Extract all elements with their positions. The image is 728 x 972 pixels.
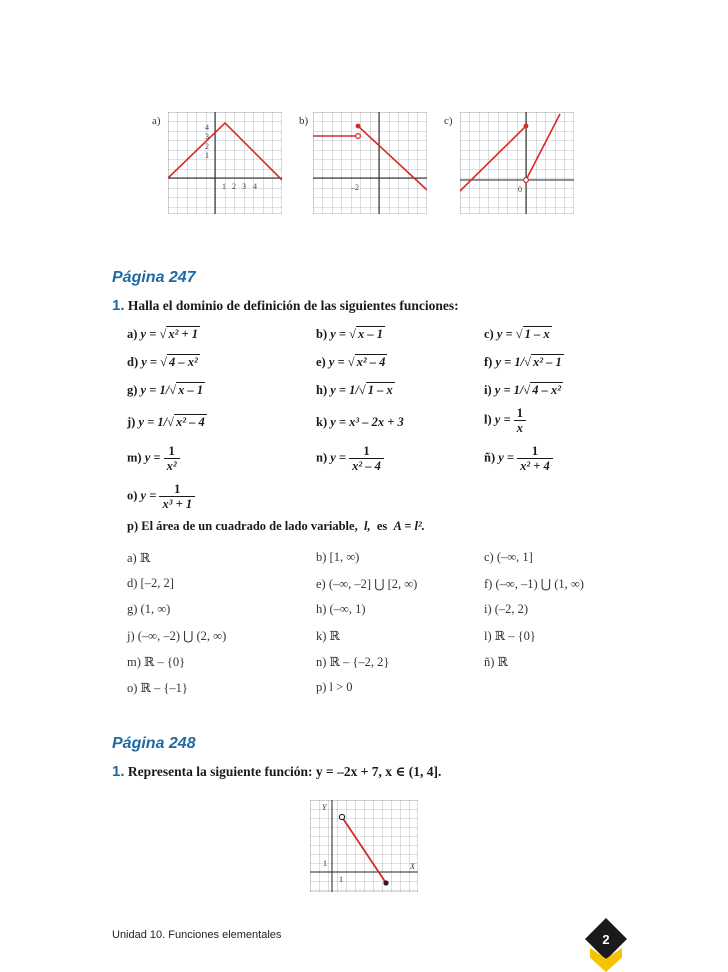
exercise-248-statement (112, 763, 441, 780)
item-g: g) y = 1/√ x – 1 (127, 383, 204, 397)
item-ñ: ñ) y = $\frac{1}{\text{x² + 4}}$ (484, 444, 553, 473)
graph-a (168, 112, 282, 214)
answer-j: j) (–∞, –2) ⋃ (2, ∞) (127, 629, 227, 643)
item-p: p) El área de un cuadrado de lado variable, l, es A = l². (127, 519, 425, 533)
item-a: a) y = √ x² + 1 (127, 327, 198, 341)
answer-m: m) ℝ – {0} (127, 655, 186, 669)
graph-248-x-axis: X (410, 862, 415, 871)
graph-a-xtick-2: 2 (232, 182, 236, 191)
item-i: i) y = 1/√ 4 – x² (484, 383, 562, 397)
exercise-number: 1. (112, 297, 125, 314)
graph-a-xtick-4: 4 (253, 182, 257, 191)
graph-248-xtick: 1 (339, 875, 343, 884)
graph-248 (310, 800, 418, 892)
item-n: n) y = $\frac{1}{\text{x² – 4}}$ (316, 444, 384, 473)
graph-a-xtick-1: 1 (222, 182, 226, 191)
answer-k: k) ℝ (316, 629, 340, 643)
graph-c-label: c) (444, 115, 453, 127)
graph-248-open-point (339, 814, 344, 819)
exercise-number: 1. (112, 763, 125, 780)
graph-a-ytick-3: 3 (205, 132, 209, 141)
item-c: c) y = √ 1 – x (484, 327, 550, 341)
answer-n: n) ℝ – {–2, 2} (316, 655, 390, 669)
graph-a-ytick-2: 2 (205, 142, 209, 151)
exercise-247-statement (112, 297, 459, 314)
section-title-247: Página 247 (112, 269, 196, 286)
answer-d: d) [–2, 2] (127, 576, 174, 590)
graph-c (460, 112, 574, 214)
graph-248-closed-point (383, 880, 388, 885)
item-f: f) y = 1/√ x² – 1 (484, 355, 562, 369)
item-j: j) y = 1/√ x² – 4 (127, 415, 205, 429)
graph-b (313, 112, 427, 214)
graph-b-label: b) (299, 115, 309, 127)
answer-h: h) (–∞, 1) (316, 602, 366, 616)
answer-i: i) (–2, 2) (484, 602, 529, 616)
item-h: h) y = 1/√ 1 – x (316, 383, 393, 397)
item-e: e) y = √ x² – 4 (316, 355, 386, 369)
graph-b-xtick: –2 (351, 183, 359, 192)
item-o: o) y = $\frac{1}{\text{x³ + 1}}$ (127, 482, 195, 511)
answer-l: l) ℝ – {0} (484, 629, 536, 643)
section-title-248: Página 248 (112, 735, 196, 752)
graph-a-ytick-4: 4 (205, 123, 209, 132)
graph-a-ytick-1: 1 (205, 151, 209, 160)
answer-ñ: ñ) ℝ (484, 655, 508, 669)
answer-a: a) ℝ (127, 551, 151, 565)
item-l: l) y = $\frac{1}{x}$ (484, 406, 526, 435)
graph-a-xtick-3: 3 (242, 182, 246, 191)
answer-f: f) (–∞, –1) ⋃ (1, ∞) (484, 577, 584, 591)
answer-c: c) (–∞, 1] (484, 550, 533, 564)
item-b: b) y = √ x – 1 (316, 327, 384, 341)
answer-p: p) l > 0 (316, 680, 353, 694)
answer-o: o) ℝ – {–1} (127, 681, 188, 695)
graph-248-ytick: 1 (323, 859, 327, 868)
item-k: k) y = x³ – 2x + 3 (316, 415, 404, 429)
item-d: d) y = √ 4 – x² (127, 355, 198, 369)
graph-248-y-axis: Y (322, 803, 327, 812)
graph-c-origin: 0 (518, 185, 522, 194)
footer-unit: Unidad 10. Funciones elementales (112, 929, 282, 941)
answer-e: e) (–∞, –2] ⋃ [2, ∞) (316, 577, 418, 591)
answer-b: b) [1, ∞) (316, 550, 360, 564)
answer-g: g) (1, ∞) (127, 602, 171, 616)
graph-a-label: a) (152, 115, 161, 127)
exercise-text: Halla el dominio de definición de las siguientes funciones: (127, 298, 459, 313)
item-m: m) y = $\frac{1}{\text{x²}}$ (127, 444, 180, 473)
exercise-text: Representa la siguiente función: y = –2x + 7, x ∈ (1, 4]. (127, 764, 442, 779)
page-number: 2 (602, 932, 610, 947)
